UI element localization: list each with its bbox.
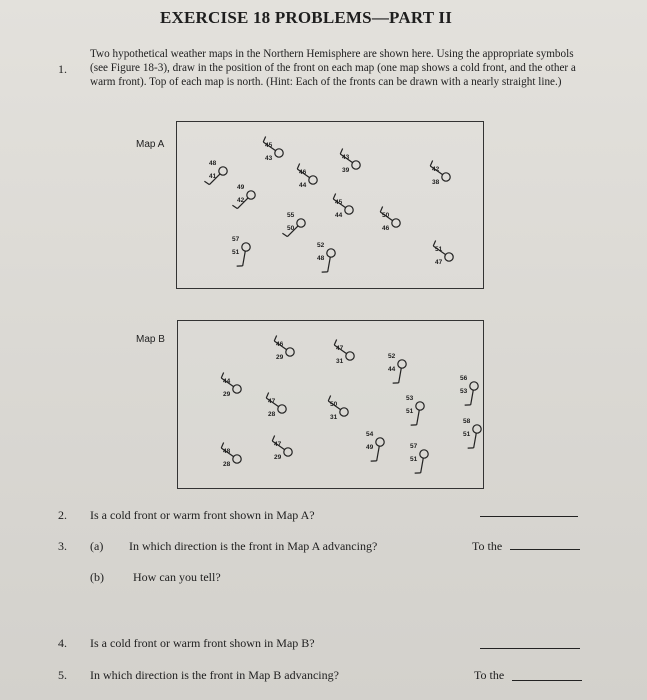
cloud-cover-circle xyxy=(352,161,360,169)
station-dew-point: 41 xyxy=(209,173,217,180)
wind-shaft xyxy=(417,410,420,425)
station-dew-point: 29 xyxy=(276,354,284,361)
station-temperature: 55 xyxy=(287,212,295,219)
cloud-cover-circle xyxy=(473,425,481,433)
map-b-station-2 xyxy=(326,343,372,389)
station-model-icon xyxy=(222,234,268,280)
cloud-cover-circle xyxy=(275,149,283,157)
question-3a-answer-blank[interactable] xyxy=(510,549,580,550)
map-a-station-7 xyxy=(325,197,371,243)
station-model-icon xyxy=(227,182,273,228)
cloud-cover-circle xyxy=(284,448,292,456)
map-b-station-10 xyxy=(213,446,259,492)
wind-shaft xyxy=(243,251,246,266)
station-temperature: 57 xyxy=(410,443,418,450)
wind-shaft xyxy=(399,368,402,383)
station-temperature: 56 xyxy=(460,375,468,382)
question-2-number: 2. xyxy=(58,508,67,522)
wind-shaft xyxy=(377,446,380,461)
wind-barb xyxy=(232,205,237,208)
station-model-icon xyxy=(400,441,446,487)
station-model-icon xyxy=(258,396,304,442)
cloud-cover-circle xyxy=(327,249,335,257)
station-temperature: 45 xyxy=(265,142,273,149)
station-dew-point: 42 xyxy=(237,197,245,204)
wind-barb xyxy=(204,181,209,184)
station-temperature: 53 xyxy=(406,395,414,402)
question-2-text: Is a cold front or warm front shown in Map A? xyxy=(90,508,315,522)
question-4-number: 4. xyxy=(58,636,67,650)
cloud-cover-circle xyxy=(278,405,286,413)
wind-shaft xyxy=(421,458,424,473)
question-4-answer-blank[interactable] xyxy=(480,648,580,649)
station-temperature: 47 xyxy=(268,398,276,405)
map-a-station-11 xyxy=(307,240,353,286)
map-b-station-9 xyxy=(453,416,499,462)
station-dew-point: 46 xyxy=(382,225,390,232)
question-5-answer-blank[interactable] xyxy=(512,680,582,681)
station-temperature: 44 xyxy=(223,378,231,385)
question-4-text: Is a cold front or warm front shown in Map B? xyxy=(90,636,315,650)
question-5-answer-prefix: To the xyxy=(474,668,505,682)
station-model-icon xyxy=(378,351,424,397)
station-temperature: 51 xyxy=(435,246,443,253)
question-3b-label: (b) xyxy=(90,570,104,584)
map-a-station-4 xyxy=(332,152,378,198)
station-model-icon xyxy=(372,210,418,256)
cloud-cover-circle xyxy=(286,348,294,356)
map-b-station-1 xyxy=(266,339,312,385)
station-dew-point: 28 xyxy=(223,461,231,468)
station-model-icon xyxy=(326,343,372,389)
question-2-answer-blank[interactable] xyxy=(480,516,578,517)
station-model-icon xyxy=(213,446,259,492)
wind-barb xyxy=(282,233,287,236)
map-b-station-4 xyxy=(213,376,259,422)
station-temperature: 58 xyxy=(463,418,471,425)
cloud-cover-circle xyxy=(340,408,348,416)
station-dew-point: 28 xyxy=(268,411,276,418)
station-temperature: 47 xyxy=(274,441,282,448)
station-model-icon xyxy=(356,429,402,475)
cloud-cover-circle xyxy=(345,206,353,214)
station-temperature: 48 xyxy=(209,160,217,167)
cloud-cover-circle xyxy=(376,438,384,446)
station-dew-point: 49 xyxy=(366,444,374,451)
station-temperature: 42 xyxy=(432,166,440,173)
station-dew-point: 38 xyxy=(432,179,440,186)
cloud-cover-circle xyxy=(233,455,241,463)
cloud-cover-circle xyxy=(445,253,453,261)
station-dew-point: 44 xyxy=(388,366,396,373)
station-temperature: 46 xyxy=(276,341,284,348)
wind-shaft xyxy=(328,257,331,272)
station-temperature: 43 xyxy=(342,154,350,161)
map-b-station-11 xyxy=(264,439,310,485)
station-dew-point: 44 xyxy=(335,212,343,219)
cloud-cover-circle xyxy=(420,450,428,458)
station-dew-point: 29 xyxy=(274,454,282,461)
station-model-icon xyxy=(422,164,468,210)
question-3a-text: In which direction is the front in Map A advancing? xyxy=(129,539,378,553)
station-dew-point: 44 xyxy=(299,182,307,189)
station-dew-point: 51 xyxy=(406,408,414,415)
station-dew-point: 43 xyxy=(265,155,273,162)
map-b-station-3 xyxy=(378,351,424,397)
station-dew-point: 51 xyxy=(232,249,240,256)
map-b-station-6 xyxy=(258,396,304,442)
question-3-number: 3. xyxy=(58,539,67,553)
map-b[interactable] xyxy=(177,320,484,489)
map-b-station-12 xyxy=(356,429,402,475)
station-temperature: 52 xyxy=(317,242,325,249)
station-temperature: 49 xyxy=(237,184,245,191)
cloud-cover-circle xyxy=(398,360,406,368)
station-dew-point: 47 xyxy=(435,259,443,266)
station-model-icon xyxy=(264,439,310,485)
station-temperature: 46 xyxy=(299,169,307,176)
cloud-cover-circle xyxy=(392,219,400,227)
station-model-icon xyxy=(453,416,499,462)
map-a-station-5 xyxy=(422,164,468,210)
cloud-cover-circle xyxy=(346,352,354,360)
wind-shaft xyxy=(471,390,474,405)
station-model-icon xyxy=(332,152,378,198)
station-temperature: 48 xyxy=(223,448,231,455)
map-b-station-8 xyxy=(396,393,442,439)
cloud-cover-circle xyxy=(242,243,250,251)
station-dew-point: 31 xyxy=(330,414,338,421)
station-dew-point: 31 xyxy=(336,358,344,365)
station-dew-point: 53 xyxy=(460,388,468,395)
station-dew-point: 51 xyxy=(410,456,418,463)
map-a-station-12 xyxy=(425,244,471,290)
question-5-text: In which direction is the front in Map B advancing? xyxy=(90,668,339,682)
cloud-cover-circle xyxy=(442,173,450,181)
station-model-icon xyxy=(450,373,496,419)
station-model-icon xyxy=(325,197,371,243)
cloud-cover-circle xyxy=(309,176,317,184)
cloud-cover-circle xyxy=(416,402,424,410)
map-b-station-13 xyxy=(400,441,446,487)
cloud-cover-circle xyxy=(297,219,305,227)
cloud-cover-circle xyxy=(247,191,255,199)
station-model-icon xyxy=(213,376,259,422)
problem-1-number: 1. xyxy=(58,62,67,76)
station-temperature: 50 xyxy=(382,212,390,219)
map-a-station-9 xyxy=(372,210,418,256)
map-a-label: Map A xyxy=(136,139,165,150)
question-3a-label: (a) xyxy=(90,539,104,553)
station-temperature: 50 xyxy=(330,401,338,408)
station-model-icon xyxy=(396,393,442,439)
problem-1-text: Two hypothetical weather maps in the Northern Hemisphere are shown here. Using the appropriate symbols (see Figure 18-3), draw in the position of the front on each map (one map shows a cold front, and the other a warm front). Top of each map is north. (Hint: Each of the fronts can be drawn with a nearly straight line.) xyxy=(90,48,576,88)
station-temperature: 52 xyxy=(388,353,396,360)
map-b-station-5 xyxy=(450,373,496,419)
station-model-icon xyxy=(307,240,353,286)
station-dew-point: 39 xyxy=(342,167,350,174)
station-dew-point: 50 xyxy=(287,225,295,232)
map-b-label: Map B xyxy=(136,334,165,345)
station-temperature: 47 xyxy=(336,345,344,352)
map-a[interactable] xyxy=(176,121,484,289)
cloud-cover-circle xyxy=(219,167,227,175)
station-model-icon xyxy=(266,339,312,385)
wind-shaft xyxy=(474,433,477,448)
question-3b-text: How can you tell? xyxy=(133,570,221,584)
station-dew-point: 51 xyxy=(463,431,471,438)
station-model-icon xyxy=(425,244,471,290)
page-title: EXERCISE 18 PROBLEMS—PART II xyxy=(160,8,453,27)
cloud-cover-circle xyxy=(470,382,478,390)
station-temperature: 57 xyxy=(232,236,240,243)
question-3a-answer-prefix: To the xyxy=(472,539,503,553)
map-a-station-6 xyxy=(227,182,273,228)
station-dew-point: 48 xyxy=(317,255,325,262)
station-dew-point: 29 xyxy=(223,391,231,398)
station-temperature: 45 xyxy=(335,199,343,206)
question-5-number: 5. xyxy=(58,668,67,682)
station-temperature: 54 xyxy=(366,431,374,438)
cloud-cover-circle xyxy=(233,385,241,393)
map-a-station-10 xyxy=(222,234,268,280)
